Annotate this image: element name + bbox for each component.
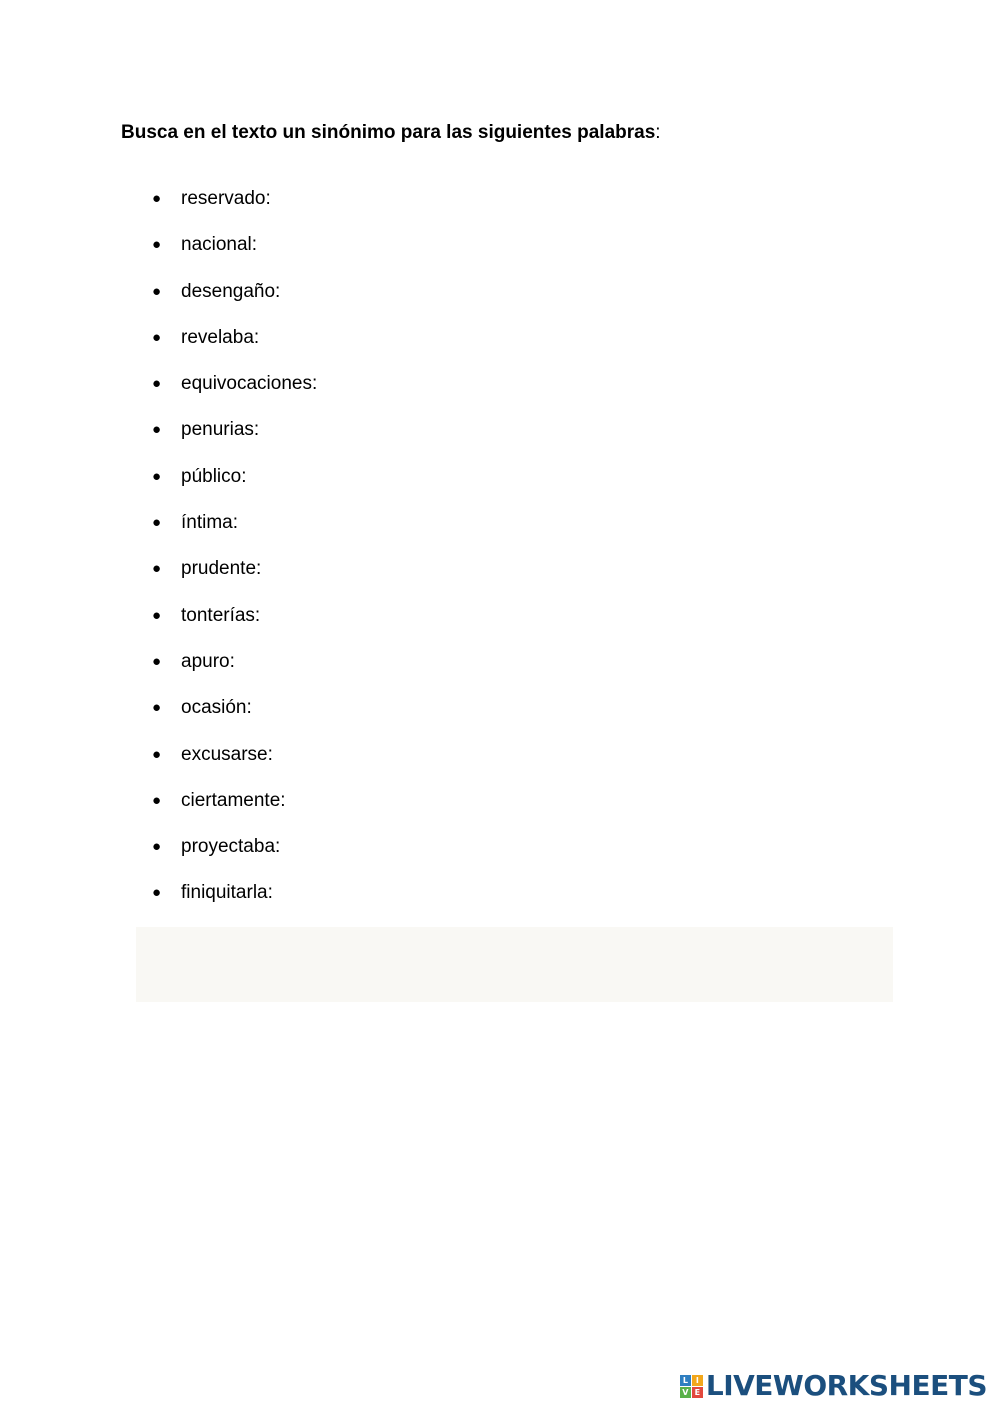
word-label: prudente: <box>181 558 262 580</box>
bullet-icon: ● <box>152 190 162 207</box>
instruction-text: Busca en el texto un sinónimo para las siguientes palabras <box>121 122 656 143</box>
logo-letter-i: I <box>692 1375 703 1386</box>
bullet-icon: ● <box>152 791 162 809</box>
liveworksheets-logo <box>680 1370 987 1402</box>
bullet-icon: ● <box>152 699 162 717</box>
word-label: reservado: <box>181 188 271 209</box>
logo-letter-e: E <box>692 1387 703 1398</box>
answer-box[interactable] <box>136 927 893 1002</box>
bullet-icon: ● <box>152 606 162 624</box>
bullet-icon: ● <box>152 421 162 439</box>
bullet-icon: ● <box>152 560 162 578</box>
instruction-heading <box>121 121 661 145</box>
logo-letter-v: V <box>680 1387 691 1398</box>
bullet-icon: ● <box>152 282 162 300</box>
word-label: nacional: <box>181 234 258 256</box>
bullet-icon: ● <box>152 236 162 254</box>
word-label: apuro: <box>181 650 235 672</box>
word-label: tonterías: <box>181 604 261 626</box>
word-label: revelaba: <box>181 326 260 348</box>
word-label: penurias: <box>181 419 260 441</box>
word-label: desengaño: <box>181 280 281 302</box>
bullet-icon: ● <box>152 652 162 670</box>
word-label: equivocaciones: <box>181 373 318 395</box>
bullet-icon: ● <box>152 514 162 532</box>
bullet-icon: ● <box>152 745 162 763</box>
bullet-icon: ● <box>152 884 162 902</box>
bullet-icon: ● <box>152 375 162 393</box>
brand-text: LIVEWORKSHEETS <box>705 1369 987 1402</box>
instruction-colon: : <box>655 122 661 143</box>
word-label: íntima: <box>181 512 239 534</box>
logo-letter-l: L <box>680 1375 691 1386</box>
word-label: público: <box>181 465 247 487</box>
word-label: finiquitarla: <box>181 882 273 904</box>
bullet-icon: ● <box>152 838 162 856</box>
bullet-icon: ● <box>152 467 162 485</box>
word-label: excusarse: <box>181 743 273 765</box>
word-label: ocasión: <box>181 697 252 719</box>
brand-logo-icon <box>680 1375 703 1398</box>
word-label: proyectaba: <box>181 836 281 858</box>
word-label: ciertamente: <box>181 789 286 811</box>
bullet-icon: ● <box>152 328 162 346</box>
